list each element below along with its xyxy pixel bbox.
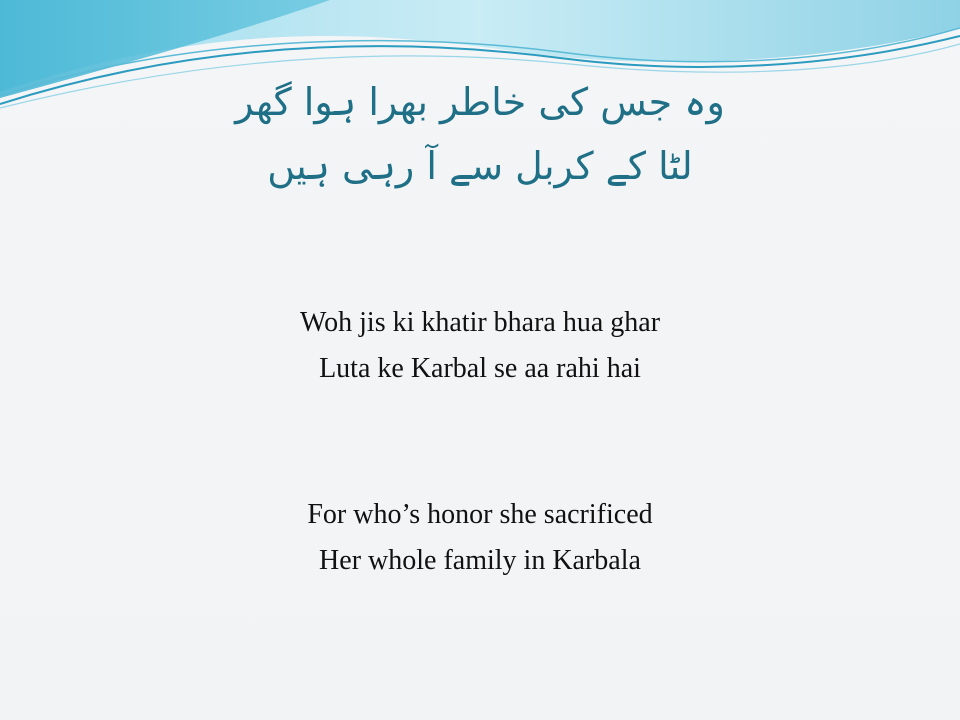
translation-line-2: Her whole family in Karbala bbox=[319, 545, 641, 576]
urdu-title-line-1: وہ جس کی خاطر بھرا ہوا گھر bbox=[235, 80, 725, 124]
urdu-title bbox=[60, 70, 900, 198]
urdu-title-line-2: لٹا کے کربل سے آ رہی ہیں bbox=[267, 144, 693, 188]
transliteration-block bbox=[80, 300, 880, 392]
transliteration-line-1: Woh jis ki khatir bhara hua ghar bbox=[299, 307, 661, 338]
translation-line-1: For who’s honor she sacrificed bbox=[307, 499, 653, 530]
translation-block bbox=[80, 492, 880, 584]
transliteration-line-2: Luta ke Karbal se aa rahi hai bbox=[319, 353, 641, 384]
